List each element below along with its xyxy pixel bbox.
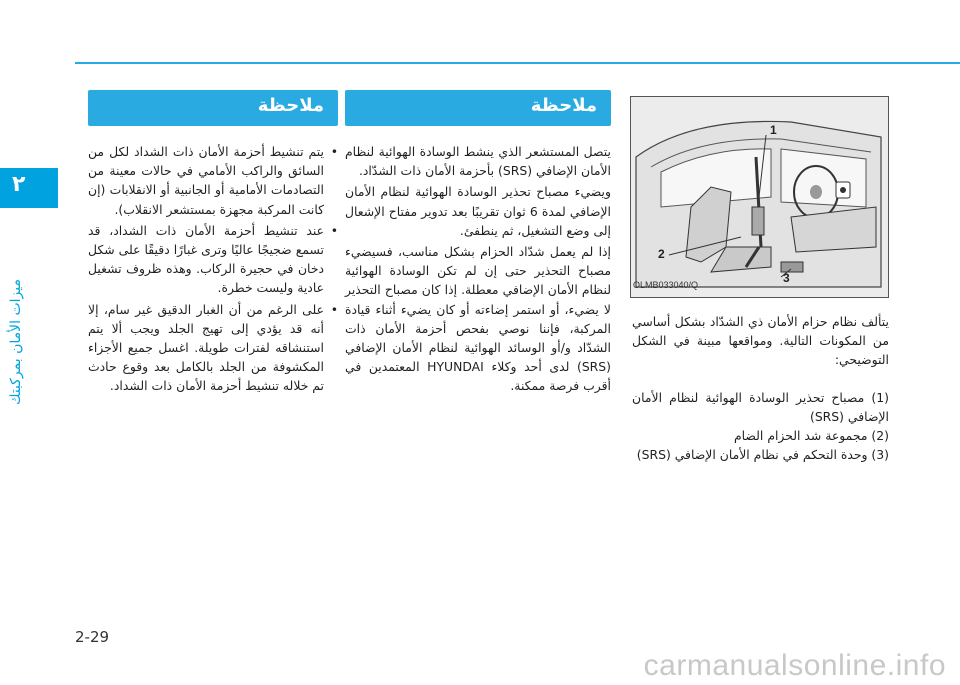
note-header: [345, 90, 611, 126]
seatbelt-pretensioner-figure: [630, 96, 889, 298]
legend-item: (3) وحدة التحكم في نظام الأمان الإضافي (SRS): [636, 447, 889, 463]
middle-column: [345, 90, 611, 398]
chapter-tab: [0, 168, 58, 208]
list-item: • يتم تنشيط أحزمة الأمان ذات الشداد لكل من السائق والراكب الأمامي في حالات معينة من التصادمات الأمامية أو الجانبية أو الانقلابات (إن كانت المركبة مجهزة بمستشعر الانقلاب).: [88, 142, 338, 219]
figure-caption: OLMB033040/Q: [633, 279, 699, 290]
note-title: ملاحظة: [257, 95, 324, 116]
note-bullets: [88, 142, 338, 396]
legend-item: (2) مجموعة شد الحزام الضام: [733, 428, 889, 444]
chapter-number: ٢: [12, 172, 26, 197]
callout-2: 2: [658, 247, 665, 261]
legend-item: (1) مصباح تحذير الوسادة الهوائية لنظام الأمان الإضافي (SRS): [632, 389, 889, 424]
intro-text: يتألف نظام حزام الأمان ذي الشدّاد بشكل أساسي من المكونات التالية. ومواقعها مبينة في الشكل التوضيحي:: [632, 314, 889, 368]
note-paragraph: إذا لم يعمل شدّاد الحزام بشكل مناسب، فسيضيء مصباح التحذير حتى إن لم تكن الوسادة الهوائية لنظام الأمان الإضافي معطلة. إذا كان مصباح التحذير لا يضيء، أو استمر إضاءته أو كان يضيء أثناء قيادة المركبة، فإننا نوصي بفحص أحزمة الأمان ذات الشدّاد و/أو الوسائد الهوائية لنظام الأمان الإضافي (SRS) لدى أحد وكلاء HYUNDAI المعتمدين في أقرب فرصة ممكنة.: [345, 244, 611, 394]
note-title: ملاحظة: [530, 95, 597, 116]
chapter-title: ميزات الأمان بمركبتك: [8, 279, 24, 405]
callout-3: 3: [783, 271, 790, 285]
note-paragraph: يتصل المستشعر الذي ينشط الوسادة الهوائية لنظام الأمان الإضافي (SRS) بأحزمة الأمان ذات الشدّاد.: [345, 144, 611, 179]
list-item: • على الرغم من أن الغبار الدقيق غير سام، إلا أنه قد يؤدي إلى تهيج الجلد ويجب ألا يتم استنشاقه لفترات طويلة. اغسل جميع الأجزاء المكشوفة من الجلد بالكامل بعد وقوع حادث تم خلاله تنشيط أحزمة الأمان ذات الشداد.: [88, 300, 338, 396]
header-rule: [75, 62, 960, 64]
left-column: [88, 90, 338, 398]
figure-legend: [632, 388, 889, 465]
right-column: [632, 96, 889, 464]
watermark: carmanualsonline.info: [643, 649, 946, 682]
list-item: • عند تنشيط أحزمة الأمان ذات الشداد، قد تسمع ضجيجًا عاليًا وترى غبارًا دقيقًا على شكل دخان في حجيرة الركاب. وهذه ظروف تشغيل عادية وليست خطرة.: [88, 221, 338, 298]
callout-1: 1: [770, 123, 777, 137]
note-header: [88, 90, 338, 126]
note-paragraph: ويضيء مصباح تحذير الوسادة الهوائية لنظام الأمان الإضافي لمدة 6 ثوان تقريبًا بعد تدوير مفتاح الإشعال إلى وضع التشغيل، ثم ينطفئ.: [345, 184, 611, 238]
page-number: 2-29: [75, 628, 110, 646]
car-interior-illustration: [631, 97, 888, 297]
